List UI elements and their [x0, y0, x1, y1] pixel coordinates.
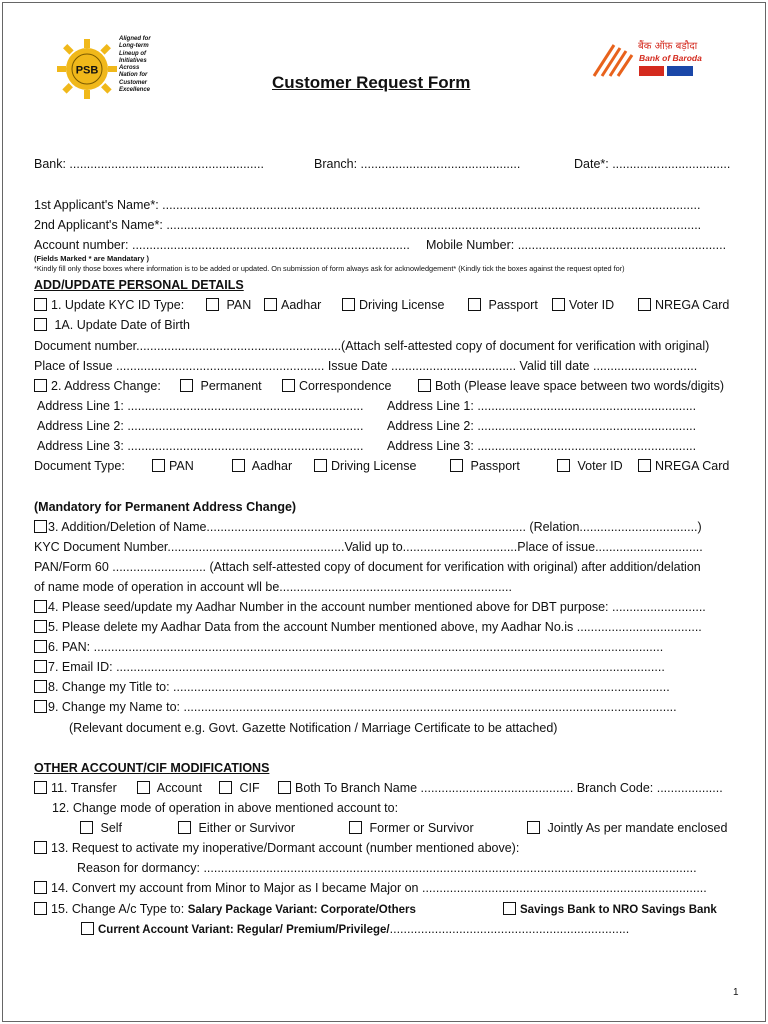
doctype-pan-option[interactable]: PAN	[152, 458, 194, 474]
checkbox[interactable]	[468, 298, 481, 311]
address-line3-left[interactable]: Address Line 3: ....................................................................	[37, 439, 364, 453]
kyc-driving-option[interactable]: Driving License	[342, 297, 444, 313]
item15-change-type: 15. Change A/c Type to: Salary Package Variant: Corporate/Others	[34, 901, 416, 918]
item5-checkbox[interactable]	[34, 620, 47, 633]
item8-title[interactable]: 8. Change my Title to: ...............................................................................................................................................	[34, 679, 736, 695]
doctype-nrega-option[interactable]: NREGA Card	[638, 458, 729, 474]
kyc-update-checkbox[interactable]	[34, 298, 47, 311]
checkbox[interactable]	[206, 298, 219, 311]
address-correspondence-option[interactable]: Correspondence	[282, 378, 391, 394]
doctype-voter-option[interactable]: Voter ID	[557, 458, 623, 474]
checkbox[interactable]	[219, 781, 232, 794]
branch-field[interactable]: Branch: ..............................................	[314, 157, 521, 171]
address-change-row: 2. Address Change:	[34, 378, 161, 394]
item13-dormant[interactable]: 13. Request to activate my inoperative/Dormant account (number mentioned above):	[34, 840, 519, 856]
checkbox[interactable]	[638, 298, 651, 311]
doctype-aadhar-option[interactable]: Aadhar	[232, 458, 292, 474]
bank-of-baroda-logo-icon	[590, 42, 636, 78]
item6-checkbox[interactable]	[34, 640, 47, 653]
mandatory-heading: (Mandatory for Permanent Address Change)	[34, 500, 297, 514]
item6-pan[interactable]: 6. PAN: ....................................................................................................................................................................	[34, 639, 736, 655]
dormancy-reason-field[interactable]: Reason for dormancy: ..............................................................................................................................................	[77, 861, 697, 875]
item14-checkbox[interactable]	[34, 881, 47, 894]
item13-checkbox[interactable]	[34, 841, 47, 854]
item12-mode-operation: 12. Change mode of operation in above mentioned account to:	[52, 801, 399, 815]
place-of-issue-field[interactable]: Place of Issue ............................................................ Issue Date .................................... Valid till date ..............................	[34, 359, 698, 373]
checkbox[interactable]	[278, 781, 291, 794]
mode-self-option[interactable]: Self	[80, 820, 122, 836]
other-modifications-heading: OTHER ACCOUNT/CIF MODIFICATIONS	[34, 761, 270, 775]
mode-former-option[interactable]: Former or Survivor	[349, 820, 474, 836]
bank-hindi-name: बैंक ऑफ़ बड़ौदा	[638, 41, 698, 52]
applicant2-field[interactable]: 2nd Applicant's Name*: ..........................................................................................................................................................	[34, 218, 702, 232]
checkbox[interactable]	[314, 459, 327, 472]
form-title: Customer Request Form	[272, 73, 471, 92]
page-number: 1	[733, 987, 739, 998]
item11-account-option[interactable]: Account	[137, 780, 202, 796]
checkbox[interactable]	[450, 459, 463, 472]
doctype-passport-option[interactable]: Passport	[450, 458, 520, 474]
item9-note: (Relevant document e.g. Govt. Gazette Notification / Marriage Certificate to be attached)	[69, 721, 558, 735]
item14-minor-major[interactable]: 14. Convert my account from Minor to Major as I became Major on ..................................................................................	[34, 880, 736, 896]
item11-cif-option[interactable]: CIF	[219, 780, 260, 796]
document-number-field[interactable]: Document number...........................................................(Attach self-attested copy of document for verification with original)	[34, 339, 710, 353]
item7-email[interactable]: 7. Email ID: ..............................................................................................................................................................	[34, 659, 736, 675]
fill-note: *Kindly fill only those boxes where information is to be added or updated. On submission of form always ask for acknowledgement* (Kindly tick the boxes against the request opted for)	[34, 264, 625, 273]
kyc-update-row: 1. Update KYC ID Type:	[34, 297, 184, 313]
checkbox[interactable]	[180, 379, 193, 392]
current-account-option[interactable]: Current Account Variant: Regular/ Premium/Privilege/.....................................................................	[81, 921, 629, 938]
account-number-field[interactable]: Account number: ................................................................................	[34, 238, 410, 252]
applicant1-field[interactable]: 1st Applicant's Name*: ...........................................................................................................................................................	[34, 198, 701, 212]
item7-checkbox[interactable]	[34, 660, 47, 673]
kyc-pan-option[interactable]: PAN	[206, 297, 251, 313]
checkbox[interactable]	[418, 379, 431, 392]
kyc-aadhar-option[interactable]: Aadhar	[264, 297, 321, 313]
address-change-checkbox[interactable]	[34, 379, 47, 392]
checkbox[interactable]	[81, 922, 94, 935]
address-permanent-option[interactable]: Permanent	[180, 378, 262, 394]
item4-checkbox[interactable]	[34, 600, 47, 613]
checkbox[interactable]	[552, 298, 565, 311]
checkbox[interactable]	[232, 459, 245, 472]
item9-checkbox[interactable]	[34, 700, 47, 713]
item11-checkbox[interactable]	[34, 781, 47, 794]
checkbox[interactable]	[80, 821, 93, 834]
personal-details-heading: ADD/UPDATE PERSONAL DETAILS	[34, 278, 244, 292]
item15-checkbox[interactable]	[34, 902, 47, 915]
mode-either-option[interactable]: Either or Survivor	[178, 820, 295, 836]
dob-checkbox[interactable]	[34, 318, 47, 331]
salary-variant-label: Salary Package Variant: Corporate/Others	[187, 904, 416, 916]
svg-text:PSB: PSB	[75, 64, 99, 77]
item5-aadhar-delete[interactable]: 5. Please delete my Aadhar Data from the account Number mentioned above, my Aadhar No.is ....................................	[34, 619, 736, 635]
address-line3-right[interactable]: Address Line 3: ...............................................................	[387, 439, 697, 453]
item4-aadhar-seed[interactable]: 4. Please seed/update my Aadhar Number in the account number mentioned above for DBT purpose: ...........................	[34, 599, 736, 615]
kyc-passport-option[interactable]: Passport	[468, 297, 538, 313]
checkbox[interactable]	[152, 459, 165, 472]
checkbox[interactable]	[137, 781, 150, 794]
item3-checkbox[interactable]	[34, 520, 47, 533]
kyc-document-number-field[interactable]: KYC Document Number...................................................Valid up to.................................Place of issue...............................	[34, 540, 703, 554]
item3-addition-deletion[interactable]: 3. Addition/Deletion of Name............................................................................................ (Relation..................................)	[34, 519, 736, 535]
item11-both-option[interactable]: Both To Branch Name ............................................ Branch Code: ...................	[278, 780, 723, 796]
mobile-number-field[interactable]: Mobile Number: ............................................................	[426, 238, 727, 252]
item9-name[interactable]: 9. Change my Name to: ..............................................................................................................................................	[34, 699, 736, 715]
sb-nro-option[interactable]: Savings Bank to NRO Savings Bank	[503, 901, 717, 918]
address-line1-left[interactable]: Address Line 1: ....................................................................	[37, 399, 364, 413]
mandatory-note: (Fields Marked * are Mandatary )	[34, 254, 150, 263]
checkbox[interactable]	[342, 298, 355, 311]
address-both-option[interactable]: Both (Please leave space between two words/digits)	[418, 378, 724, 394]
kyc-nrega-option[interactable]: NREGA Card	[638, 297, 729, 313]
badge-red	[639, 66, 664, 76]
item11-transfer: 11. Transfer	[34, 780, 117, 796]
mode-jointly-option[interactable]: Jointly As per mandate enclosed	[527, 820, 727, 836]
date-field[interactable]: Date*: ..................................	[574, 157, 731, 171]
kyc-voter-option[interactable]: Voter ID	[552, 297, 614, 313]
checkbox[interactable]	[638, 459, 651, 472]
name-mode-field[interactable]: of name mode of operation in account wll be...................................................................	[34, 580, 512, 594]
pan-form60-field[interactable]: PAN/Form 60 ........................... (Attach self-attested copy of document for verification with original) after addition/delation	[34, 560, 701, 574]
checkbox[interactable]	[264, 298, 277, 311]
dob-row: 1A. Update Date of Birth	[34, 317, 190, 333]
checkbox[interactable]	[349, 821, 362, 834]
psb-logo	[56, 38, 118, 100]
bank-field[interactable]: Bank: ........................................................	[34, 157, 264, 171]
psb-tagline: Aligned for Long-term Lineup of Initiatives Across Nation for Customer Excellence	[119, 36, 151, 94]
checkbox[interactable]	[557, 459, 570, 472]
item8-checkbox[interactable]	[34, 680, 47, 693]
checkbox[interactable]	[527, 821, 540, 834]
address-line2-left[interactable]: Address Line 2: ....................................................................	[37, 419, 364, 433]
address-line2-right[interactable]: Address Line 2: ...............................................................	[387, 419, 697, 433]
badge-blue	[667, 66, 693, 76]
doctype-driving-option[interactable]: Driving License	[314, 458, 416, 474]
address-line1-right[interactable]: Address Line 1: ...............................................................	[387, 399, 697, 413]
checkbox[interactable]	[178, 821, 191, 834]
bank-english-name: Bank of Baroda	[639, 53, 702, 63]
bank-badges	[639, 66, 693, 76]
document-type-label: Document Type:	[34, 459, 125, 473]
checkbox[interactable]	[282, 379, 295, 392]
checkbox[interactable]	[503, 902, 516, 915]
